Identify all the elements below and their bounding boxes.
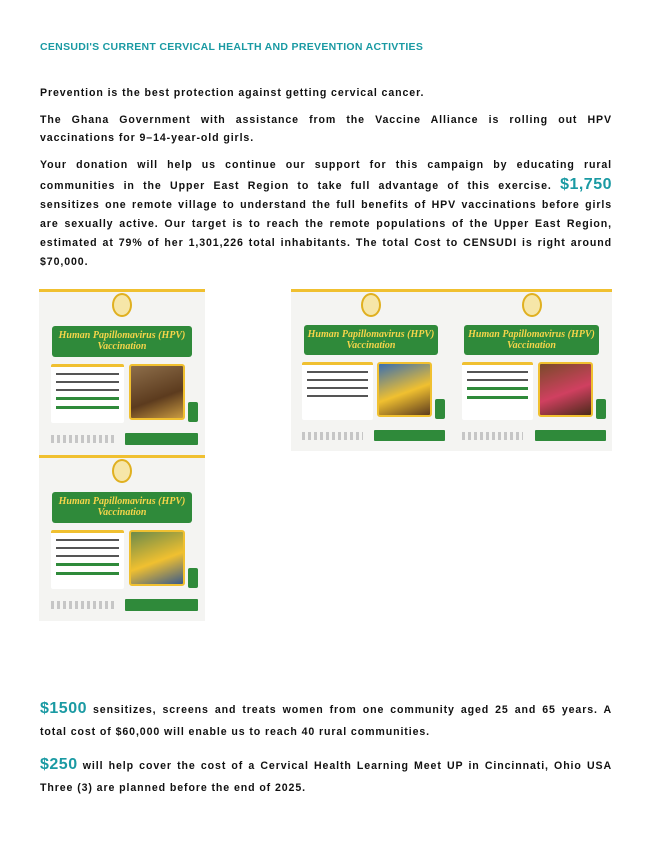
censudi-logo: [522, 293, 542, 317]
paragraph-prevention: Prevention is the best protection against getting cervical cancer.: [40, 87, 425, 99]
flyer-photo: [129, 364, 185, 420]
hpv-flyer-1: [39, 289, 205, 455]
hpv-flyer-4: [39, 455, 205, 621]
hpv-flyer-3: [451, 289, 612, 451]
flyer-title: Human Papillomavirus (HPV) Vaccination: [304, 325, 438, 356]
censudi-logo: [112, 459, 132, 483]
flyer-title: Human Papillomavirus (HPV) Vaccination: [52, 326, 191, 358]
hpv-flyer-2: [291, 289, 451, 451]
flyer-photo: [538, 362, 593, 417]
paragraph-1500: [40, 698, 612, 743]
paragraph-donation: [40, 156, 612, 272]
flyer-title: Human Papillomavirus (HPV) Vaccination: [464, 325, 599, 356]
donation-text-continued: sensitizes one remote village to understand the full benefits of HPV vaccinations before girls are sexually active. Our target is to reach the remote populations of the Upper East Region, estimated at 79% of her 1,301,226 total inhabitants. The total Cost to CENSUDI is right around $70,000.: [40, 199, 612, 268]
page-heading: CENSUDI'S CURRENT CERVICAL HEALTH AND PREVENTION ACTIVTIES: [40, 41, 424, 53]
censudi-logo: [112, 293, 132, 317]
flyer-photo: [129, 530, 185, 586]
paragraph-government: The Ghana Government with assistance from the Vaccine Alliance is rolling out HPV vaccinations for 9–14-year-old girls.: [40, 114, 612, 144]
text-1500: sensitizes, screens and treats women from one community aged 25 and 65 years. A total cost of $60,000 will enable us to reach 40 rural communities.: [40, 704, 612, 738]
amount-1500: $1500: [40, 700, 87, 717]
amount-250: $250: [40, 756, 78, 773]
amount-1750: $1,750: [560, 176, 612, 193]
flyer-title: Human Papillomavirus (HPV) Vaccination: [52, 492, 191, 524]
censudi-logo: [361, 293, 381, 317]
donation-text: Your donation will help us continue our support for this campaign by educating rural communities in the Upper East Region to take full advantage of this exercise.: [40, 159, 612, 192]
paragraph-250: [40, 754, 612, 799]
flyer-photo: [377, 362, 431, 417]
text-250: will help cover the cost of a Cervical Health Learning Meet UP in Cincinnati, Ohio USA Three (3) are planned before the end of 2025.: [40, 760, 613, 794]
